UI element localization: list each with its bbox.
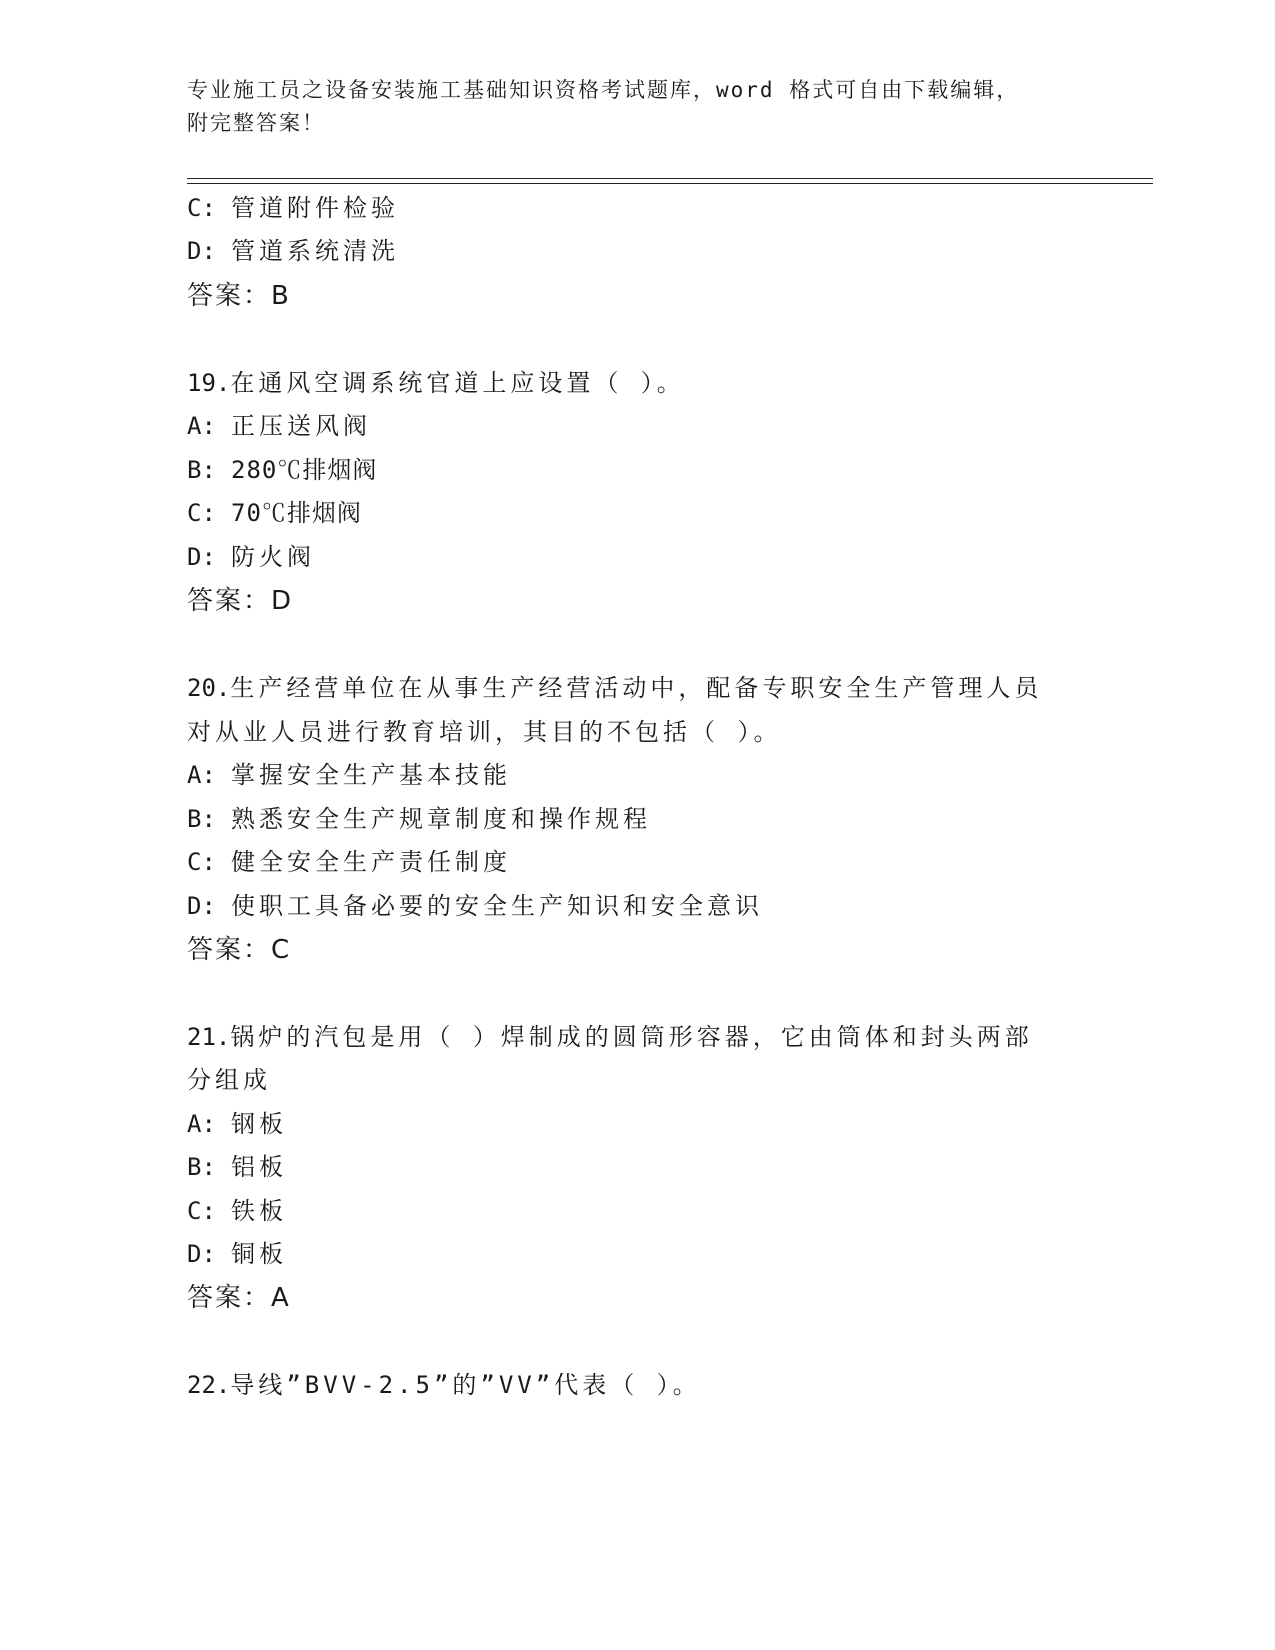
- q21-option-a: [187, 1109, 287, 1139]
- q22-stem: [187, 1370, 701, 1400]
- option-text: 管道附件检验: [231, 194, 399, 222]
- header-divider-top: [187, 178, 1153, 179]
- q21-option-b: [187, 1152, 287, 1182]
- option-label: B:: [187, 805, 216, 833]
- option-label: D:: [187, 543, 216, 571]
- header-line-2: 附完整答案！: [187, 111, 325, 135]
- option-text: 280℃排烟阀: [231, 456, 378, 484]
- option-label: A:: [187, 1110, 216, 1138]
- option-text: 防火阀: [231, 543, 315, 571]
- option-label: B:: [187, 456, 216, 484]
- option-label: B:: [187, 1153, 216, 1181]
- q21-option-d: [187, 1239, 287, 1269]
- option-label: C:: [187, 848, 216, 876]
- document-header: [187, 74, 1087, 140]
- option-label: D:: [187, 1240, 216, 1268]
- q19-option-a: [187, 411, 371, 441]
- option-text: 熟悉安全生产规章制度和操作规程: [231, 805, 651, 833]
- question-text: 生产经营单位在从事生产经营活动中，配备专职安全生产管理人员: [230, 674, 1043, 702]
- q19-option-d: [187, 542, 315, 572]
- option-text: 70℃排烟阀: [231, 499, 362, 527]
- header-divider-bottom: [187, 183, 1153, 184]
- option-label: A:: [187, 761, 216, 789]
- option-label: C:: [187, 194, 216, 222]
- q20-option-b: [187, 804, 651, 834]
- option-label: C:: [187, 499, 216, 527]
- q21-answer: 答案：A: [187, 1283, 291, 1313]
- q20-answer: 答案：C: [187, 935, 292, 965]
- question-number: 21.: [187, 1023, 231, 1051]
- q20-option-a: [187, 760, 511, 790]
- q19-answer: 答案：D: [187, 586, 294, 616]
- question-text: 锅炉的汽包是用（ ）焊制成的圆筒形容器，它由筒体和封头两部: [230, 1023, 1033, 1051]
- option-label: D:: [187, 892, 216, 920]
- header-line-1: 专业施工员之设备安装施工基础知识资格考试题库，word 格式可自由下载编辑，: [187, 78, 1020, 102]
- option-text: 铁板: [231, 1197, 287, 1225]
- q20-option-c: [187, 847, 511, 877]
- option-text: 铜板: [231, 1240, 287, 1268]
- q20-stem-line-1: [187, 673, 1042, 703]
- option-label: C:: [187, 1197, 216, 1225]
- q21-stem-line-1: [187, 1022, 1033, 1052]
- option-text: 正压送风阀: [231, 412, 371, 440]
- q19-option-c: [187, 498, 362, 528]
- q19-option-b: [187, 455, 377, 485]
- option-label: A:: [187, 412, 216, 440]
- q19-stem: [187, 368, 685, 398]
- option-text: 健全安全生产责任制度: [231, 848, 511, 876]
- question-number: 20.: [187, 674, 231, 702]
- q20-stem-line-2: 对从业人员进行教育培训，其目的不包括（ ）。: [187, 718, 782, 746]
- q18-option-d: [187, 236, 399, 266]
- q18-option-c: [187, 193, 399, 223]
- q18-answer: 答案：B: [187, 281, 291, 311]
- option-text: 铝板: [231, 1153, 287, 1181]
- question-number: 19.: [187, 369, 231, 397]
- q21-stem-line-2: 分组成: [187, 1066, 271, 1094]
- option-text: 使职工具备必要的安全生产知识和安全意识: [231, 892, 763, 920]
- option-label: D:: [187, 237, 216, 265]
- question-number: 22.: [187, 1371, 231, 1399]
- q20-option-d: [187, 891, 763, 921]
- option-text: 掌握安全生产基本技能: [231, 761, 511, 789]
- question-text: 在通风空调系统官道上应设置（ ）。: [230, 369, 685, 397]
- question-text: 导线”BVV-2.5”的”VV”代表（ ）。: [230, 1371, 701, 1399]
- option-text: 管道系统清洗: [231, 237, 399, 265]
- q21-option-c: [187, 1196, 287, 1226]
- option-text: 钢板: [231, 1110, 287, 1138]
